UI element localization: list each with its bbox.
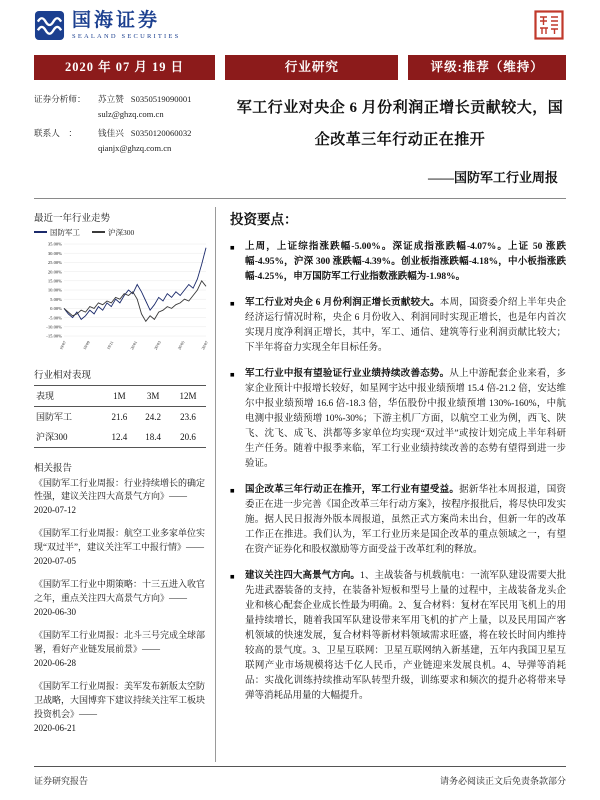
investment-bullet [230, 296, 566, 356]
table-row [34, 406, 206, 427]
svg-text:0.00%: 0.00% [50, 305, 62, 311]
table-header-row [34, 385, 206, 406]
related-report-item [34, 527, 206, 569]
contact-row [34, 126, 226, 141]
bullet-text: 军工行业中报有望验证行业业绩持续改善态势。从上中游配套企业来看，多家企业预计中报增长较好，如星网宇达中报业绩预增 15.4 倍-21.2 倍，安达维尔中报业绩预增 16.6 倍-18.3 倍，华伍股份中报业绩预增 130%-160%，中航电测中报业绩预增 10%-30%；下游主机厂方面，以航空工业为例，西飞、陕飞、沈飞、成飞、洪都等多家单位均实现“双过半”或按计划完成上半年科研生产任务。随着中报季来临，军工行业业绩持续改善的态势有望得到进一步验证。 [245, 368, 566, 469]
related-report-title: 《国防军工行业周报：北斗三号完成全球部署，看好产业链发展前景》—— [34, 629, 206, 654]
meta-row [34, 92, 566, 186]
svg-text:20/01: 20/01 [129, 339, 139, 350]
svg-text:15.00%: 15.00% [47, 278, 62, 283]
svg-text:-15.00%: -15.00% [46, 333, 62, 339]
bullet-lead: 军工行业中报有望验证行业业绩持续改善态势。 [245, 368, 450, 379]
related-reports-title: 相关报告 [34, 463, 73, 474]
related-report-date: 2020-06-28 [34, 657, 76, 668]
header-divider [34, 198, 566, 199]
related-report-item [34, 578, 206, 620]
table-header-cell: 1M [113, 390, 126, 401]
svg-text:10.00%: 10.00% [47, 287, 62, 293]
related-report-date: 2020-06-21 [34, 722, 76, 733]
report-subtitle: ——国防军工行业周报 [427, 169, 558, 185]
bullet-square-icon: ■ [230, 298, 235, 308]
rating-badge: 评级:推荐（维持） [408, 55, 566, 80]
svg-text:35.00%: 35.00% [47, 241, 62, 247]
analyst-block [34, 92, 226, 186]
table-cell: 21.6 [111, 411, 128, 422]
table-cell: 23.6 [180, 411, 196, 422]
table-cell: 12.4 [111, 431, 128, 442]
industry-trend-chart [34, 239, 212, 359]
bullet-text: 国企改革三年行动正在推开，军工行业有望受益。据新华社本周报道，国资委正在进一步完善《国企改革三年行动方案》，按程序报批后，将尽快印发实施。据人民日报海外版本周报道，虽然正式方案尚未出台，但新一年的改革工作正在推进。我们认为，军工行业历来是国企改革的重点领域之一，有望在资产证券化和股权激励等方面受益于改革红利的释放。 [245, 484, 566, 555]
page-footer [34, 766, 566, 787]
bullet-text: 建议关注四大高景气方向。1、主战装备与机载航电：一流军队建设需要大批先进武器装备的支持，在装备补短板和型号上量的过程中，主战装备龙头企业和核心配套企业成长性最为明确。2、复合材料：复材在军民用飞机上的用量持续增长，随着我国军队建设带来军用飞机的扩产上量，以及民用国产客机领域的快速发展，复合材料等新材料领域需求旺盛，将在较长时间内维持较高的景气度。3、卫星互联网：卫星互联网纳入新基建，五年内我国卫星互联网产业市场规模将达千亿人民币，产业链迎来发展良机。4、导弹等消耗品：实战化训练持续推动军队转型升级，训练要求和频次的提升必将带来导弹等消耗品用量的大幅提升。 [245, 570, 566, 701]
analyst-name: 苏立赞 [98, 94, 124, 104]
body-columns [34, 207, 566, 762]
title-block [226, 92, 566, 186]
investment-bullet [230, 483, 566, 558]
related-report-date: 2020-07-05 [34, 556, 76, 567]
bullet-text [245, 240, 566, 285]
related-report-item [34, 680, 206, 736]
svg-text:19/11: 19/11 [105, 339, 115, 350]
analyst-id: S0350519090001 [130, 94, 192, 104]
brand-name [72, 11, 180, 40]
related-report-date: 2020-07-12 [34, 505, 76, 516]
contact-id: S0350120060032 [130, 128, 192, 139]
contact-name: 钱佳兴 [98, 128, 124, 139]
red-company-seal-icon [534, 10, 564, 40]
related-report-title: 《国防军工行业周报：美军发布新版太空防卫战略，大国博弈下建议持续关注军工板块投资机会》—— [34, 680, 206, 719]
sealand-wave-logo-icon [34, 10, 65, 41]
legend-item: 沪深300 [92, 227, 134, 238]
contact-email: qianjx@ghzq.com.cn [98, 142, 172, 153]
svg-text:25.00%: 25.00% [47, 259, 62, 265]
main-content [216, 207, 566, 762]
investment-highlights-title: 投资要点： [230, 211, 298, 227]
table-header-cell: 表现 [36, 391, 55, 401]
bullet-text: 军工行业对央企 6 月份利润正增长贡献较大。本周，国资委介绍上半年央企经济运行情况时称，央企 6 月份收入、利润同时实现正增长，也是年内首次实现月度净利润正增长，其中，军工、通信、建筑等行业利润贡献比较大；下半年将奋力实现全年目标任务。 [245, 297, 566, 353]
bullet-square-icon: ■ [230, 571, 235, 581]
related-report-date: 2020-06-30 [34, 607, 76, 617]
investment-bullets [230, 240, 566, 704]
table-cell: 18.4 [145, 431, 161, 442]
contact-label: 联系人 ： [34, 128, 77, 139]
analyst-email: sulz@ghzq.com.cn [98, 108, 164, 119]
investment-bullet [230, 240, 566, 285]
brand-name-cn: 国海证券 [72, 10, 161, 32]
sidebar [34, 207, 216, 762]
investment-bullet [230, 569, 566, 704]
header-bars [34, 55, 566, 80]
svg-text:19/07: 19/07 [58, 339, 68, 350]
bullet-square-icon: ■ [230, 369, 235, 379]
report-title: 军工行业对央企 6 月份利润正增长贡献较大，国企改革三年行动正在推开 [236, 100, 564, 149]
svg-text:-10.00%: -10.00% [46, 324, 62, 329]
legend-item: 国防军工 [34, 227, 80, 238]
related-report-title: 《国防军工行业周报：航空工业多家单位实现“双过半”，建议关注军工中报行情》—— [34, 528, 206, 553]
svg-text:20/05: 20/05 [176, 339, 186, 350]
analyst-row [34, 92, 226, 107]
brand-logo [34, 10, 180, 41]
svg-text:19/09: 19/09 [81, 339, 91, 350]
table-header-cell: 12M [179, 390, 197, 401]
footer-left: 证券研究报告 [34, 776, 89, 786]
relative-performance-title: 行业相对表现 [34, 370, 92, 381]
svg-text:-5.00%: -5.00% [48, 314, 62, 320]
relative-performance-table [34, 385, 206, 448]
related-reports-list [34, 477, 206, 736]
table-row [34, 427, 206, 448]
table-header-cell: 3M [146, 390, 160, 401]
related-report-title: 《国防军工行业中期策略：十三五进入收官之年，重点关注四大高景气方向》—— [34, 579, 206, 604]
svg-text:5.00%: 5.00% [50, 296, 62, 302]
bullet-lead: 军工行业对央企 6 月份利润正增长贡献较大。 [245, 297, 440, 308]
investment-bullet [230, 367, 566, 472]
chart-legend [34, 227, 206, 238]
related-report-item [34, 477, 206, 519]
svg-text:20.00%: 20.00% [47, 268, 62, 274]
svg-text:20/03: 20/03 [152, 339, 162, 350]
bullet-square-icon: ■ [230, 485, 235, 495]
trend-chart-title: 最近一年行业走势 [34, 213, 111, 224]
legend-line-swatch-icon [34, 231, 47, 233]
table-cell: 24.2 [145, 411, 161, 422]
related-report-item [34, 629, 206, 671]
footer-right: 请务必阅读正文后免责条款部分 [439, 776, 566, 786]
svg-text:20/07: 20/07 [200, 339, 210, 350]
legend-line-swatch-icon [92, 231, 105, 233]
bullet-lead: 上周，上证综指涨跌幅-5.00%。深证成指涨跌幅-4.07%。上证 50 涨跌幅-4.95%，沪深 300 涨跌幅-4.39%。创业板指涨跌幅-4.18%，中小板指涨跌幅-4.25%，申万国防军工行业指数涨跌幅为-1.98%。 [245, 241, 566, 282]
brand-header [34, 10, 566, 52]
bullet-square-icon: ■ [230, 242, 235, 252]
table-cell: 国防军工 [36, 412, 73, 422]
related-report-title: 《国防军工行业周报：行业持续增长的确定性强，建议关注四大高景气方向》—— [34, 477, 206, 502]
svg-text:30.00%: 30.00% [47, 250, 62, 256]
brand-name-en: SEALAND SECURITIES [72, 32, 181, 40]
bullet-lead: 建议关注四大高景气方向。 [245, 570, 360, 581]
report-date: 2020 年 07 月 19 日 [34, 55, 215, 80]
table-cell: 沪深300 [36, 432, 68, 442]
report-category: 行业研究 [225, 55, 398, 80]
table-cell: 20.6 [180, 431, 196, 442]
analyst-label: 证券分析师： [34, 94, 86, 104]
bullet-lead: 国企改革三年行动正在推开，军工行业有望受益。 [245, 484, 460, 495]
